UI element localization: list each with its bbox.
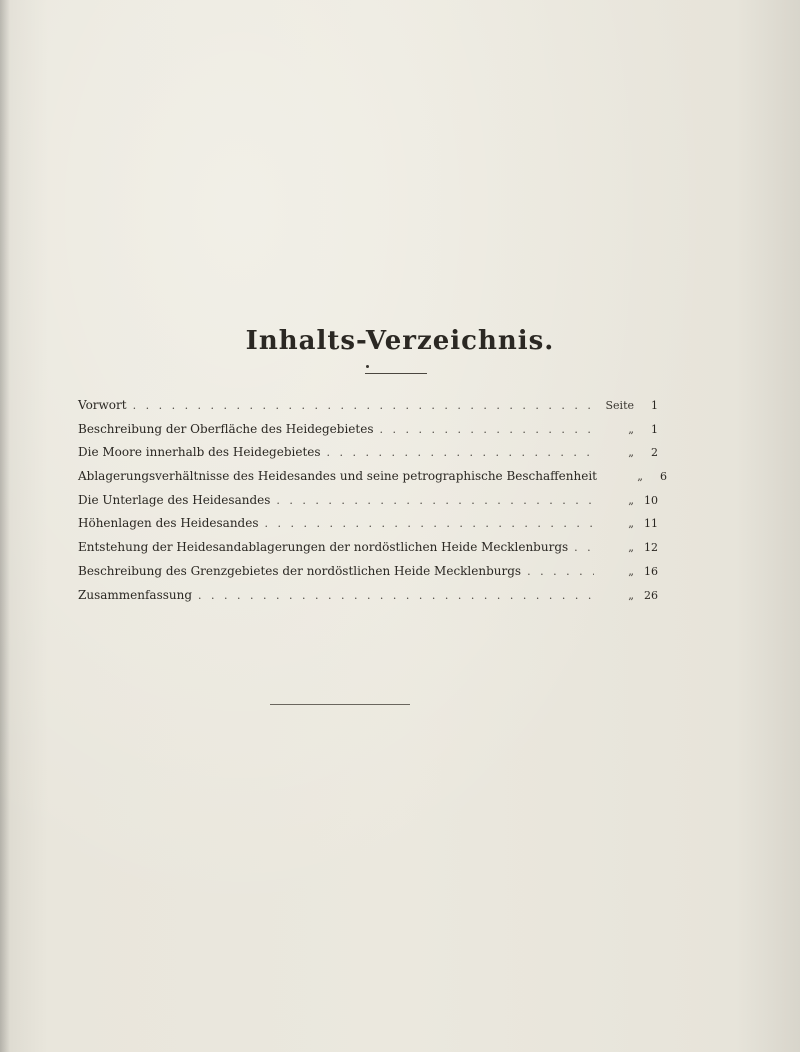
toc-entry xyxy=(78,445,658,469)
page-title: Inhalts-Verzeichnis. xyxy=(245,326,555,356)
toc-leader-dots xyxy=(265,517,595,530)
closing-divider xyxy=(270,704,410,705)
toc-entry-title: Entstehung der Heidesandablagerungen der nordöstlichen Heide Mecklenburgs xyxy=(78,540,569,555)
toc-leader-dots xyxy=(198,589,594,602)
toc-entry-mark: „ xyxy=(628,541,634,555)
ink-speck xyxy=(366,365,369,368)
toc-entry xyxy=(78,422,658,446)
toc-leader-dots xyxy=(379,423,594,436)
toc-entry-page: 26 xyxy=(644,588,658,602)
toc-entry xyxy=(78,516,658,540)
title-divider xyxy=(365,373,427,374)
toc-entry xyxy=(78,493,658,517)
toc-entry-mark: „ xyxy=(637,470,643,484)
toc-entry xyxy=(78,564,658,588)
table-of-contents xyxy=(78,398,667,611)
toc-entry-page: 11 xyxy=(644,517,658,531)
toc-entry-title: Ablagerungsverhältnisse des Heidesandes und seine petrographische Beschaffenheit xyxy=(78,469,597,484)
toc-entry-page: 2 xyxy=(651,446,658,460)
toc-entry xyxy=(78,588,658,612)
toc-entry-page: 6 xyxy=(660,470,667,484)
toc-entry-title: Zusammenfassung xyxy=(78,587,193,602)
toc-entry-title: Die Moore innerhalb des Heidegebietes xyxy=(78,445,321,460)
toc-entry xyxy=(78,469,667,493)
toc-entry-page: 1 xyxy=(651,399,658,412)
toc-leader-dots xyxy=(276,494,594,507)
toc-entry-page: 16 xyxy=(644,564,658,578)
toc-leader-dots xyxy=(133,399,594,412)
spine-shadow xyxy=(0,0,10,1052)
toc-entry xyxy=(78,540,658,564)
toc-entry-mark: „ xyxy=(628,588,634,602)
toc-entry-mark: „ xyxy=(628,517,634,531)
toc-entry-title: Vorwort xyxy=(78,398,127,412)
toc-entry-title: Höhenlagen des Heidesandes xyxy=(78,516,259,531)
toc-leader-dots xyxy=(574,541,594,554)
toc-entry-page: 10 xyxy=(644,493,658,507)
toc-entry-page: 1 xyxy=(651,422,658,436)
toc-leader-dots xyxy=(327,446,594,459)
toc-entry-mark: „ xyxy=(628,422,634,436)
toc-entry xyxy=(78,398,658,422)
toc-entry-mark: „ xyxy=(628,564,634,578)
toc-entry-mark: „ xyxy=(628,493,634,507)
toc-entry-title: Beschreibung der Oberfläche des Heidegebietes xyxy=(78,421,374,436)
toc-leader-dots xyxy=(527,565,594,578)
toc-entry-title: Die Unterlage des Heidesandes xyxy=(78,492,271,507)
toc-entry-title: Beschreibung des Grenzgebietes der nordöstlichen Heide Mecklenburgs xyxy=(78,563,522,578)
toc-entry-page: 12 xyxy=(644,541,658,555)
toc-entry-mark: Seite xyxy=(605,399,634,412)
toc-entry-mark: „ xyxy=(628,446,634,460)
